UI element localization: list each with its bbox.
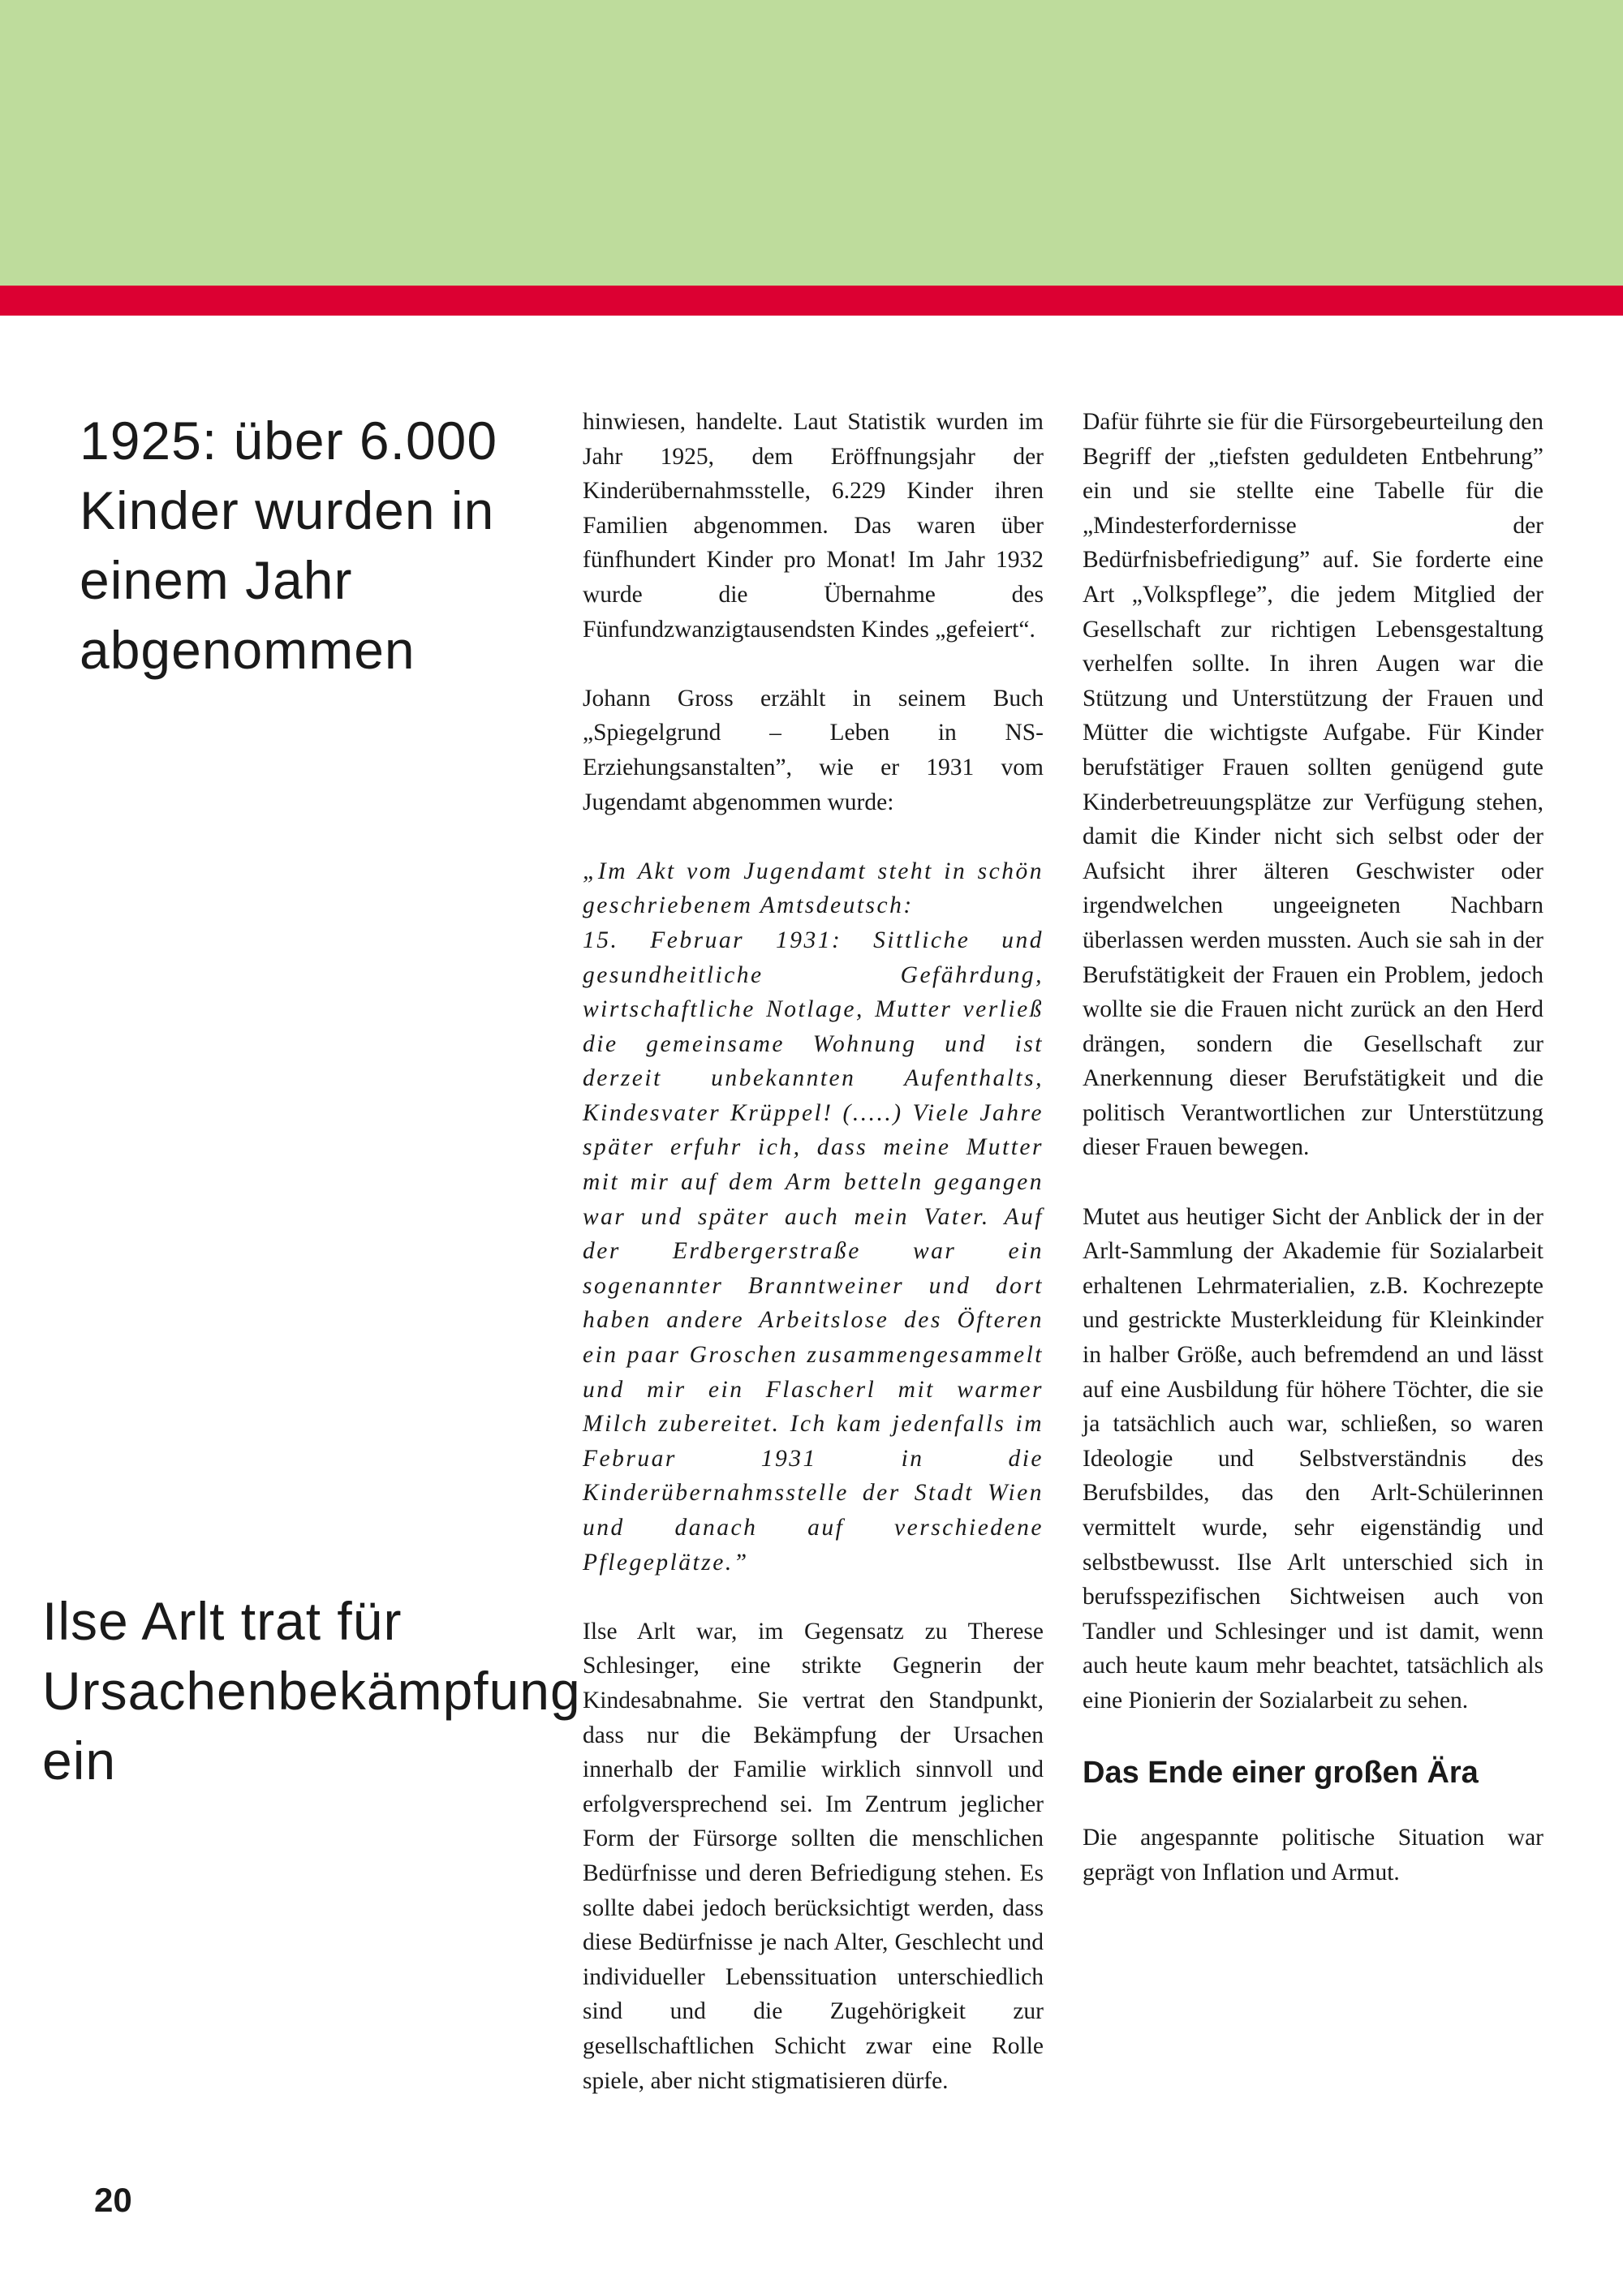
paragraph-johann-gross: Johann Gross erzählt in seinem Buch „Spiegelgrund – Leben in NS- Erziehungsanstalten”, wie er 1931 vom Jugendamt abgenommen wurde: bbox=[583, 685, 1044, 815]
paragraph-ilse-arlt: Ilse Arlt war, im Gegensatz zu Therese Schlesinger, eine strikte Gegnerin der Kindesabnahme. Sie vertrat den Standpunkt, dass nur die Bekämpfung der Ursachen innerhalb der Familie wirklich sinnvoll und erfolgversprechend sei. Im Zentrum jeglicher Form der Fürsorge sollten die menschlichen Bedürfnisse und deren Befriedigung stehen. Es sollte dabei jedoch berücksichtigt werden, dass diese Bedürfnisse je nach Alter, Geschlecht und individueller Lebenssituation unterschiedlich sind und die Zugehörigkeit zur gesellschaftlichen Schicht zwar eine Rolle spiele, aber nicht stigmatisieren dürfe. bbox=[583, 1618, 1044, 2094]
text-column-right bbox=[1083, 405, 1543, 1924]
paragraph-fuersorge: Dafür führte sie für die Fürsorgebeurteilung den Begriff der „tiefsten geduldeten Entbehrung” ein und sie stellte eine Tabelle für die „Mindesterfordernisse der Bedürfnisbefriedigung” auf. Sie forderte eine Art „Volkspflege”, die jedem Mitglied der Gesellschaft zur richtigen Lebensgestaltung verhelfen sollte. In ihren Augen war die Stützung und Unterstützung der Frauen und Mütter die wichtigste Aufgabe. Für Kinder berufstätiger Frauen sollten genügend gute Kinderbetreuungsplätze zur Verfügung stehen, damit die Kinder nicht sich selbst oder der Aufsicht ihrer älteren Geschwister oder irgendwelchen ungeeigneten Nachbarn überlassen werden mussten. Auch sie sah in der Berufstätigkeit der Frauen ein Problem, jedoch wollte sie die Frauen nicht zurück an den Herd drängen, sondern die Gesellschaft zur Anerkennung dieser Berufstätigkeit und die politisch Verantwortlichen zur Unterstützung dieser Frauen bewegen. bbox=[1083, 409, 1543, 1161]
paragraph-political-situation: Die angespannte politische Situation war geprägt von Inflation und Armut. bbox=[1083, 1825, 1543, 1885]
section-heading: Das Ende einer großen Ära bbox=[1083, 1756, 1479, 1791]
paragraph-statistics: hinwiesen, handelte. Laut Statistik wurden im Jahr 1925, dem Eröffnungsjahr der Kinderübernahmsstelle, 6.229 Kinder ihren Familien abgenommen. Das waren über fünfhundert Kinder pro Monat! Im Jahr 1932 wurde die Übernahme des Fünfundzwanzigtausendsten Kindes „gefeiert“. bbox=[583, 409, 1044, 643]
text-column-middle bbox=[583, 405, 1044, 2133]
header-red-stripe bbox=[0, 286, 1623, 316]
pull-quote-ilse-arlt: Ilse Arlt trat für Ursachenbekämpfung ein bbox=[42, 1591, 581, 1791]
paragraph-arlt-sammlung: Mutet aus heutiger Sicht der Anblick der in der Arlt-Sammlung der Akademie für Sozialarbeit erhaltenen Lehrmaterialien, z.B. Kochrezepte und gestrickte Musterkleidung für Kleinkinder in halber Größe, auch befremdend an und lässt auf eine Ausbildung für höhere Töchter, die sie ja tatsächlich auch war, schließen, so waren Ideologie und Selbstverständnis des Berufsbildes, das den Arlt-Schülerinnen vermittelt wurde, sehr eigenständig und selbstbewusst. Ilse Arlt unterschied sich in berufsspezifischen Sichtweisen auch von Tandler und Schlesinger und ist damit, wenn auch heute kaum mehr beachtet, tatsächlich als eine Pionierin der Sozialarbeit zu sehen. bbox=[1083, 1203, 1543, 1713]
quote-jugendamt: „Im Akt vom Jugendamt steht in schön geschriebenem Amtsdeutsch: 15. Februar 1931: Sittliche und gesundheitliche Gefährdung, wirtschaftliche Notlage, Mutter verließ die gemeinsame Wohnung und ist derzeit unbekannten Aufenthalts, Kindesvater Krüppel! (.....) Viele Jahre später erfuhr ich, dass meine Mutter mit mir auf dem Arm betteln gegangen war und später auch mein Vater. Auf der Erdbergerstraße war ein sogenannter Branntweiner und dort haben andere Arbeitslose des Öfteren ein paar Groschen zusammengesammelt und mir ein Flascherl mit warmer Milch zubereitet. Ich kam jedenfalls im Februar 1931 in die Kinderübernahmsstelle der Stadt Wien und danach auf verschiedene Pflegeplätze.” bbox=[583, 858, 1044, 1576]
page-number: 20 bbox=[94, 2181, 132, 2219]
pull-quote-1925: 1925: über 6.000 Kinder wurden in einem Jahr abgenommen bbox=[80, 411, 498, 680]
header-green-band bbox=[0, 0, 1623, 286]
